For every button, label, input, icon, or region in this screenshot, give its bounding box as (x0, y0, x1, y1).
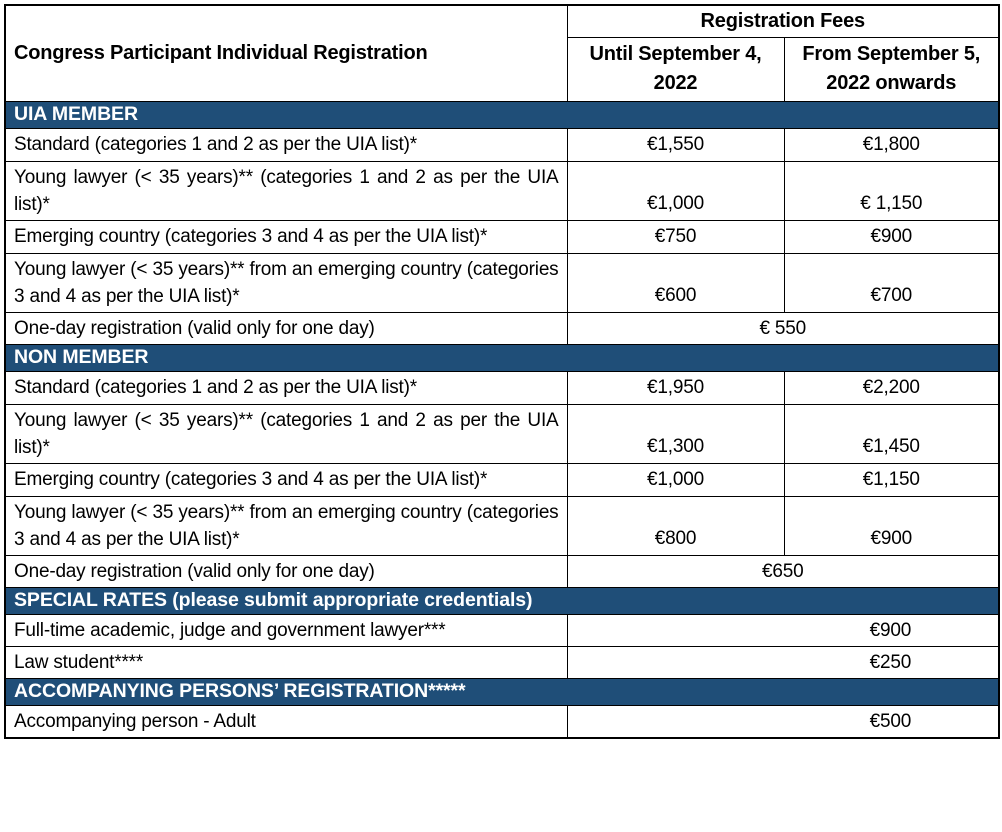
row-label-cell: Full-time academic, judge and government lawyer*** (5, 614, 567, 646)
row-label-cell: Young lawyer (< 35 years)** (categories 1 and 2 as per the UIA list)* (5, 404, 567, 463)
table-row (5, 705, 999, 738)
fee-until-cell: €1,950 (567, 371, 784, 404)
table-row (5, 220, 999, 253)
fee-until-cell: €600 (567, 253, 784, 312)
table-row (5, 371, 999, 404)
fee-merged-cell (567, 646, 999, 678)
row-label-cell: Young lawyer (< 35 years)** from an emerging country (categories 3 and 4 as per the UIA list)* (5, 253, 567, 312)
fee-from-cell: €1,450 (784, 404, 999, 463)
row-label-cell: Standard (categories 1 and 2 as per the UIA list)* (5, 371, 567, 404)
row-label-cell: Young lawyer (< 35 years)** from an emerging country (categories 3 and 4 as per the UIA list)* (5, 496, 567, 555)
section-band-title: SPECIAL RATES (please submit appropriate credentials) (5, 587, 999, 614)
table-row (5, 555, 999, 587)
row-label-cell: Law student**** (5, 646, 567, 678)
section-band-title: ACCOMPANYING PERSONS’ REGISTRATION***** (5, 678, 999, 705)
fee-from-cell: €900 (784, 496, 999, 555)
table-row (5, 496, 999, 555)
table-row (5, 161, 999, 220)
section-band-row (5, 678, 999, 705)
table-row (5, 404, 999, 463)
row-label-cell: Emerging country (categories 3 and 4 as per the UIA list)* (5, 220, 567, 253)
fee-merged-cell (567, 705, 999, 738)
fee-until-cell: €1,300 (567, 404, 784, 463)
fee-from-cell: €2,200 (784, 371, 999, 404)
section-band-row (5, 344, 999, 371)
section-band-title: NON MEMBER (5, 344, 999, 371)
fee-until-cell: €1,000 (567, 161, 784, 220)
table-row (5, 253, 999, 312)
table-row (5, 312, 999, 344)
fee-from-cell: €1,800 (784, 128, 999, 161)
fee-until-cell: €800 (567, 496, 784, 555)
table-title: Congress Participant Individual Registration (5, 5, 567, 101)
row-label-cell: One-day registration (valid only for one day) (5, 555, 567, 587)
section-band-row (5, 587, 999, 614)
fees-title: Registration Fees (567, 5, 999, 38)
table-row (5, 614, 999, 646)
fee-until-cell: €1,000 (567, 463, 784, 496)
fee-value: €500 (869, 710, 912, 732)
fee-from-cell: €1,150 (784, 463, 999, 496)
table-row (5, 463, 999, 496)
column-header-until: Until September 4, 2022 (567, 38, 784, 101)
fee-merged-cell: € 550 (567, 312, 999, 344)
header-row-1 (5, 5, 999, 38)
section-band-row (5, 101, 999, 128)
column-header-from: From September 5, 2022 onwards (784, 38, 999, 101)
row-label-cell: Young lawyer (< 35 years)** (categories 1 and 2 as per the UIA list)* (5, 161, 567, 220)
row-label-cell: Accompanying person - Adult (5, 705, 567, 738)
table-row (5, 646, 999, 678)
fee-from-cell: € 1,150 (784, 161, 999, 220)
fee-merged-cell (567, 614, 999, 646)
row-label-cell: Emerging country (categories 3 and 4 as per the UIA list)* (5, 463, 567, 496)
row-label-cell: One-day registration (valid only for one day) (5, 312, 567, 344)
fee-merged-cell: €650 (567, 555, 999, 587)
row-label-cell: Standard (categories 1 and 2 as per the UIA list)* (5, 128, 567, 161)
section-band-title: UIA MEMBER (5, 101, 999, 128)
fee-table-body (5, 101, 999, 738)
fee-until-cell: €1,550 (567, 128, 784, 161)
fee-from-cell: €700 (784, 253, 999, 312)
fee-value: €900 (869, 619, 912, 641)
fee-until-cell: €750 (567, 220, 784, 253)
fee-from-cell: €900 (784, 220, 999, 253)
fee-value: €250 (869, 651, 912, 673)
registration-fees-table (4, 4, 1000, 739)
table-row (5, 128, 999, 161)
